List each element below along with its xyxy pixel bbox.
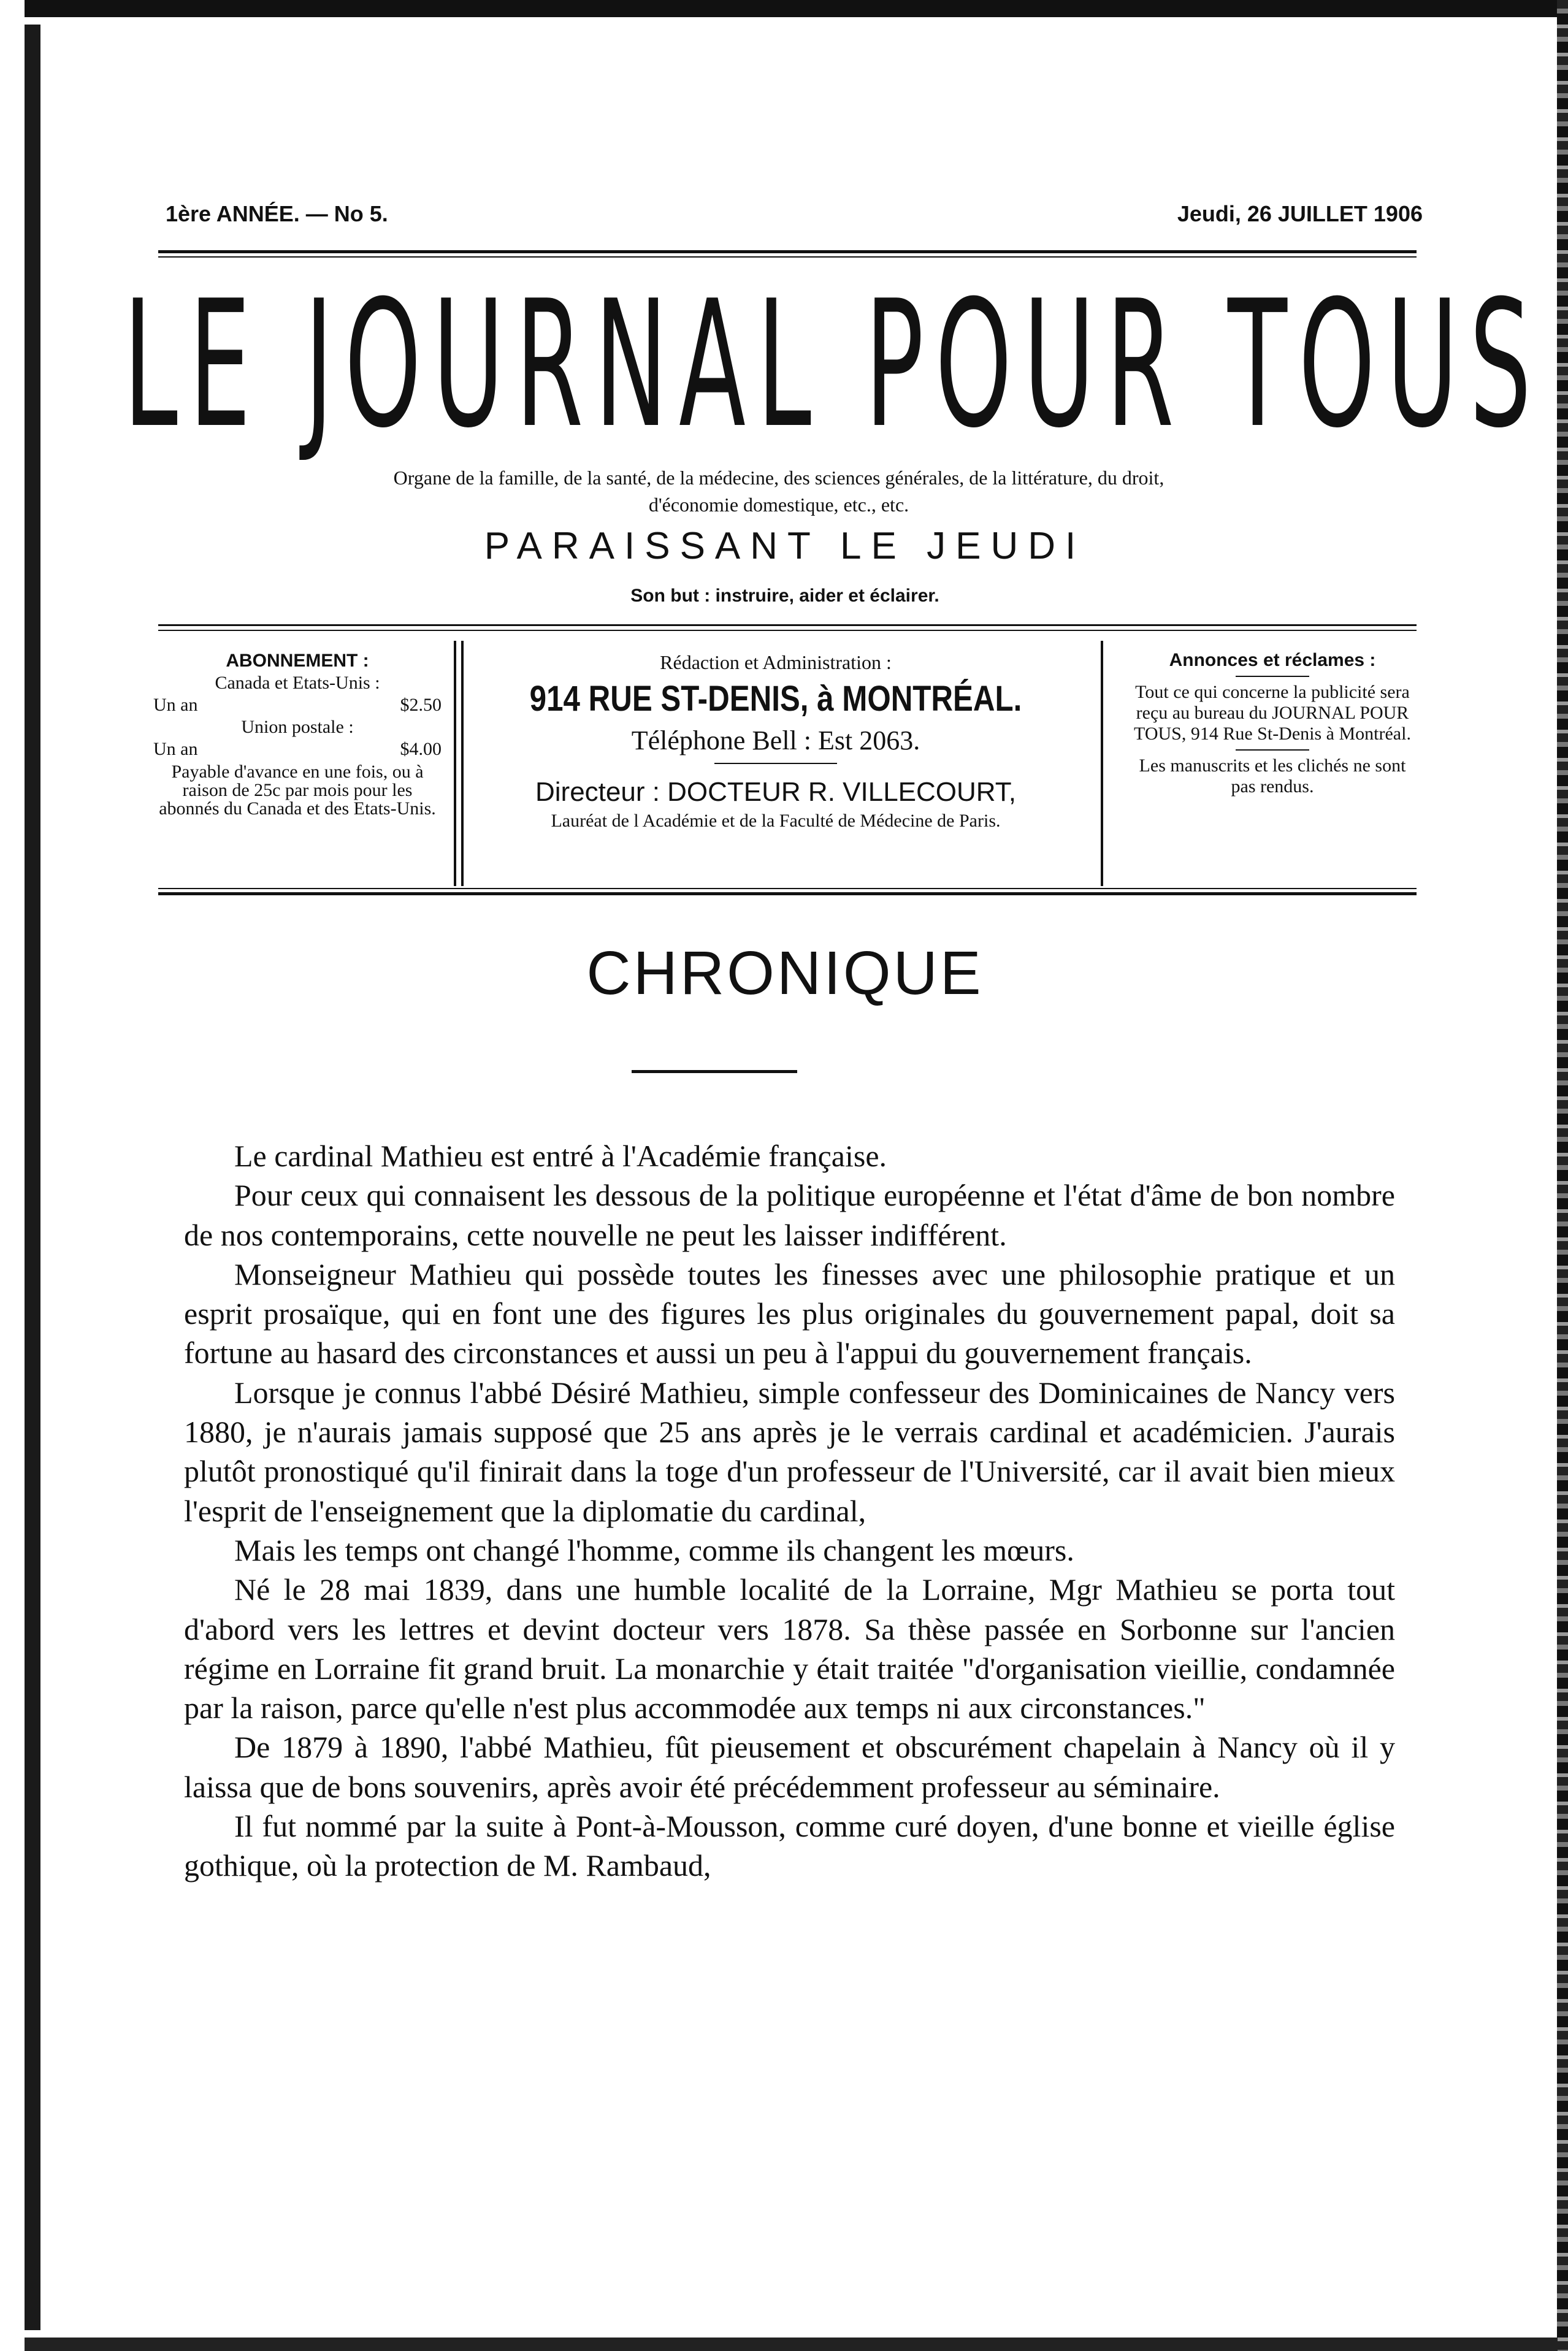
info-box-bottom-rule-thin — [158, 888, 1417, 889]
divider — [1236, 749, 1309, 751]
subscription-price-row-2 — [153, 738, 442, 760]
column-divider — [1101, 641, 1103, 886]
office-address: 914 RUE ST-DENIS, à MONTRÉAL. — [529, 679, 1022, 719]
ads-heading: Annonces et réclames : — [1169, 650, 1376, 670]
article-paragraph: De 1879 à 1890, l'abbé Mathieu, fût pieusement et obscurément chapelain à Nancy où il y laissa que de bons souvenirs, après avoir été précédemment professeur au séminaire. — [184, 1730, 1395, 1804]
scan-border-right — [1557, 0, 1568, 2351]
column-divider — [461, 641, 464, 886]
article-paragraph: Né le 28 mai 1839, dans une humble localité de la Lorraine, Mgr Mathieu se porta tout d'abord vers les lettres et devint docteur vers 1878. Sa thèse passée en Sorbonne sur l'ancien régime en Lorraine fit grand bruit. La monarchie y était traitée "d'organisation vieillie, condamnée par la raison, parce qu'elle n'est plus accommodée aux temps ni aux circonstances." — [184, 1572, 1395, 1726]
article-paragraph: Monseigneur Mathieu qui possède toutes les finesses avec une philosophie pratique et un esprit prosaïque, qui en font une des figures les plus originales du gouvernement papal, doit sa fortune au hasard des circonstances et aussi un peu à l'appui du gouvernement français. — [184, 1256, 1395, 1370]
subtitle — [233, 464, 1325, 518]
office-heading: Rédaction et Administration : — [660, 651, 892, 673]
article-paragraph: Mais les temps ont changé l'homme, comme ils changent les mœurs. — [234, 1532, 1074, 1567]
price-value: $2.50 — [400, 695, 442, 715]
office-director: Directeur : DOCTEUR R. VILLECOURT, — [535, 777, 1016, 807]
divider — [1236, 676, 1309, 677]
column-divider — [454, 641, 456, 886]
article-paragraph: Pour ceux qui connaisent les dessous de la politique européenne et l'état d'âme de bon nombre de nos contemporains, cette nouvelle ne peut les laisser indifférent. — [184, 1178, 1395, 1252]
office-box — [466, 650, 1085, 831]
issue-line — [166, 201, 1423, 227]
scan-border-left — [25, 25, 40, 2330]
price-label: Un an — [153, 695, 198, 715]
price-value: $4.00 — [400, 739, 442, 759]
article-paragraph: Lorsque je connus l'abbé Désiré Mathieu, simple confesseur des Dominicaines de Nancy vers 1880, je n'aurais jamais supposé que 25 ans après je le verrais cardinal et académicien. J'aurais plutôt pronostiqué qu'il finirait dans la toge d'un professeur de l'Université, car il avait bien mieux l'esprit de l'enseignement que la diplomatie du cardinal, — [184, 1375, 1395, 1528]
title-underline — [632, 1070, 797, 1073]
header-rule-thin — [158, 256, 1417, 258]
info-box-bottom-rule — [158, 892, 1417, 895]
ads-text-2: Les manuscrits et les clichés ne sont pas rendus. — [1139, 755, 1406, 797]
info-box-top-rule — [158, 624, 1417, 626]
subtitle-line-1: Organe de la famille, de la santé, de la médecine, des sciences générales, de la littérature, du droit, — [393, 467, 1165, 489]
info-box-top-rule-thin — [158, 630, 1417, 631]
newspaper-title: LE JOURNAL POUR TOUS — [123, 263, 1543, 467]
subscription-heading: ABONNEMENT : — [226, 651, 369, 671]
motto: Son but : instruire, aider et éclairer. — [630, 586, 939, 606]
ads-box — [1128, 650, 1417, 797]
scan-border-bottom — [25, 2338, 1558, 2351]
masthead — [123, 263, 1543, 467]
subscription-region-1: Canada et Etats-Unis : — [215, 673, 380, 693]
subtitle-line-2: d'économie domestique, etc., etc. — [648, 494, 909, 516]
article-paragraph: Le cardinal Mathieu est entré à l'Académie française. — [234, 1139, 887, 1173]
director-credentials: Lauréat de l Académie et de la Faculté de Médecine de Paris. — [551, 811, 1001, 831]
subscription-box — [153, 650, 442, 818]
article-paragraph: Il fut nommé par la suite à Pont-à-Mousson, comme curé doyen, d'une bonne et vieille église gothique, où la protection de M. Rambaud, — [184, 1809, 1395, 1883]
issue-number: 1ère ANNÉE. — No 5. — [166, 201, 388, 226]
divider — [714, 763, 837, 764]
office-phone: Téléphone Bell : Est 2063. — [631, 725, 920, 755]
article-title: CHRONIQUE — [586, 939, 984, 1007]
subscription-region-2: Union postale : — [241, 717, 354, 737]
ads-text-1: Tout ce qui concerne la publicité sera reçu au bureau du JOURNAL POUR TOUS, 914 Rue St-Denis à Montréal. — [1134, 682, 1411, 744]
article-body — [184, 1136, 1395, 1886]
issue-date: Jeudi, 26 JUILLET 1906 — [1177, 201, 1423, 226]
publication-frequency: PARAISSANT LE JEUDI — [484, 525, 1086, 567]
subscription-price-row-1 — [153, 694, 442, 716]
header-rule — [158, 250, 1417, 253]
scan-border-top — [25, 0, 1558, 17]
subscription-terms: Payable d'avance en une fois, ou à raison de 25c par mois pour les abonnés du Canada et des Etats-Unis. — [159, 762, 436, 819]
price-label: Un an — [153, 739, 198, 759]
